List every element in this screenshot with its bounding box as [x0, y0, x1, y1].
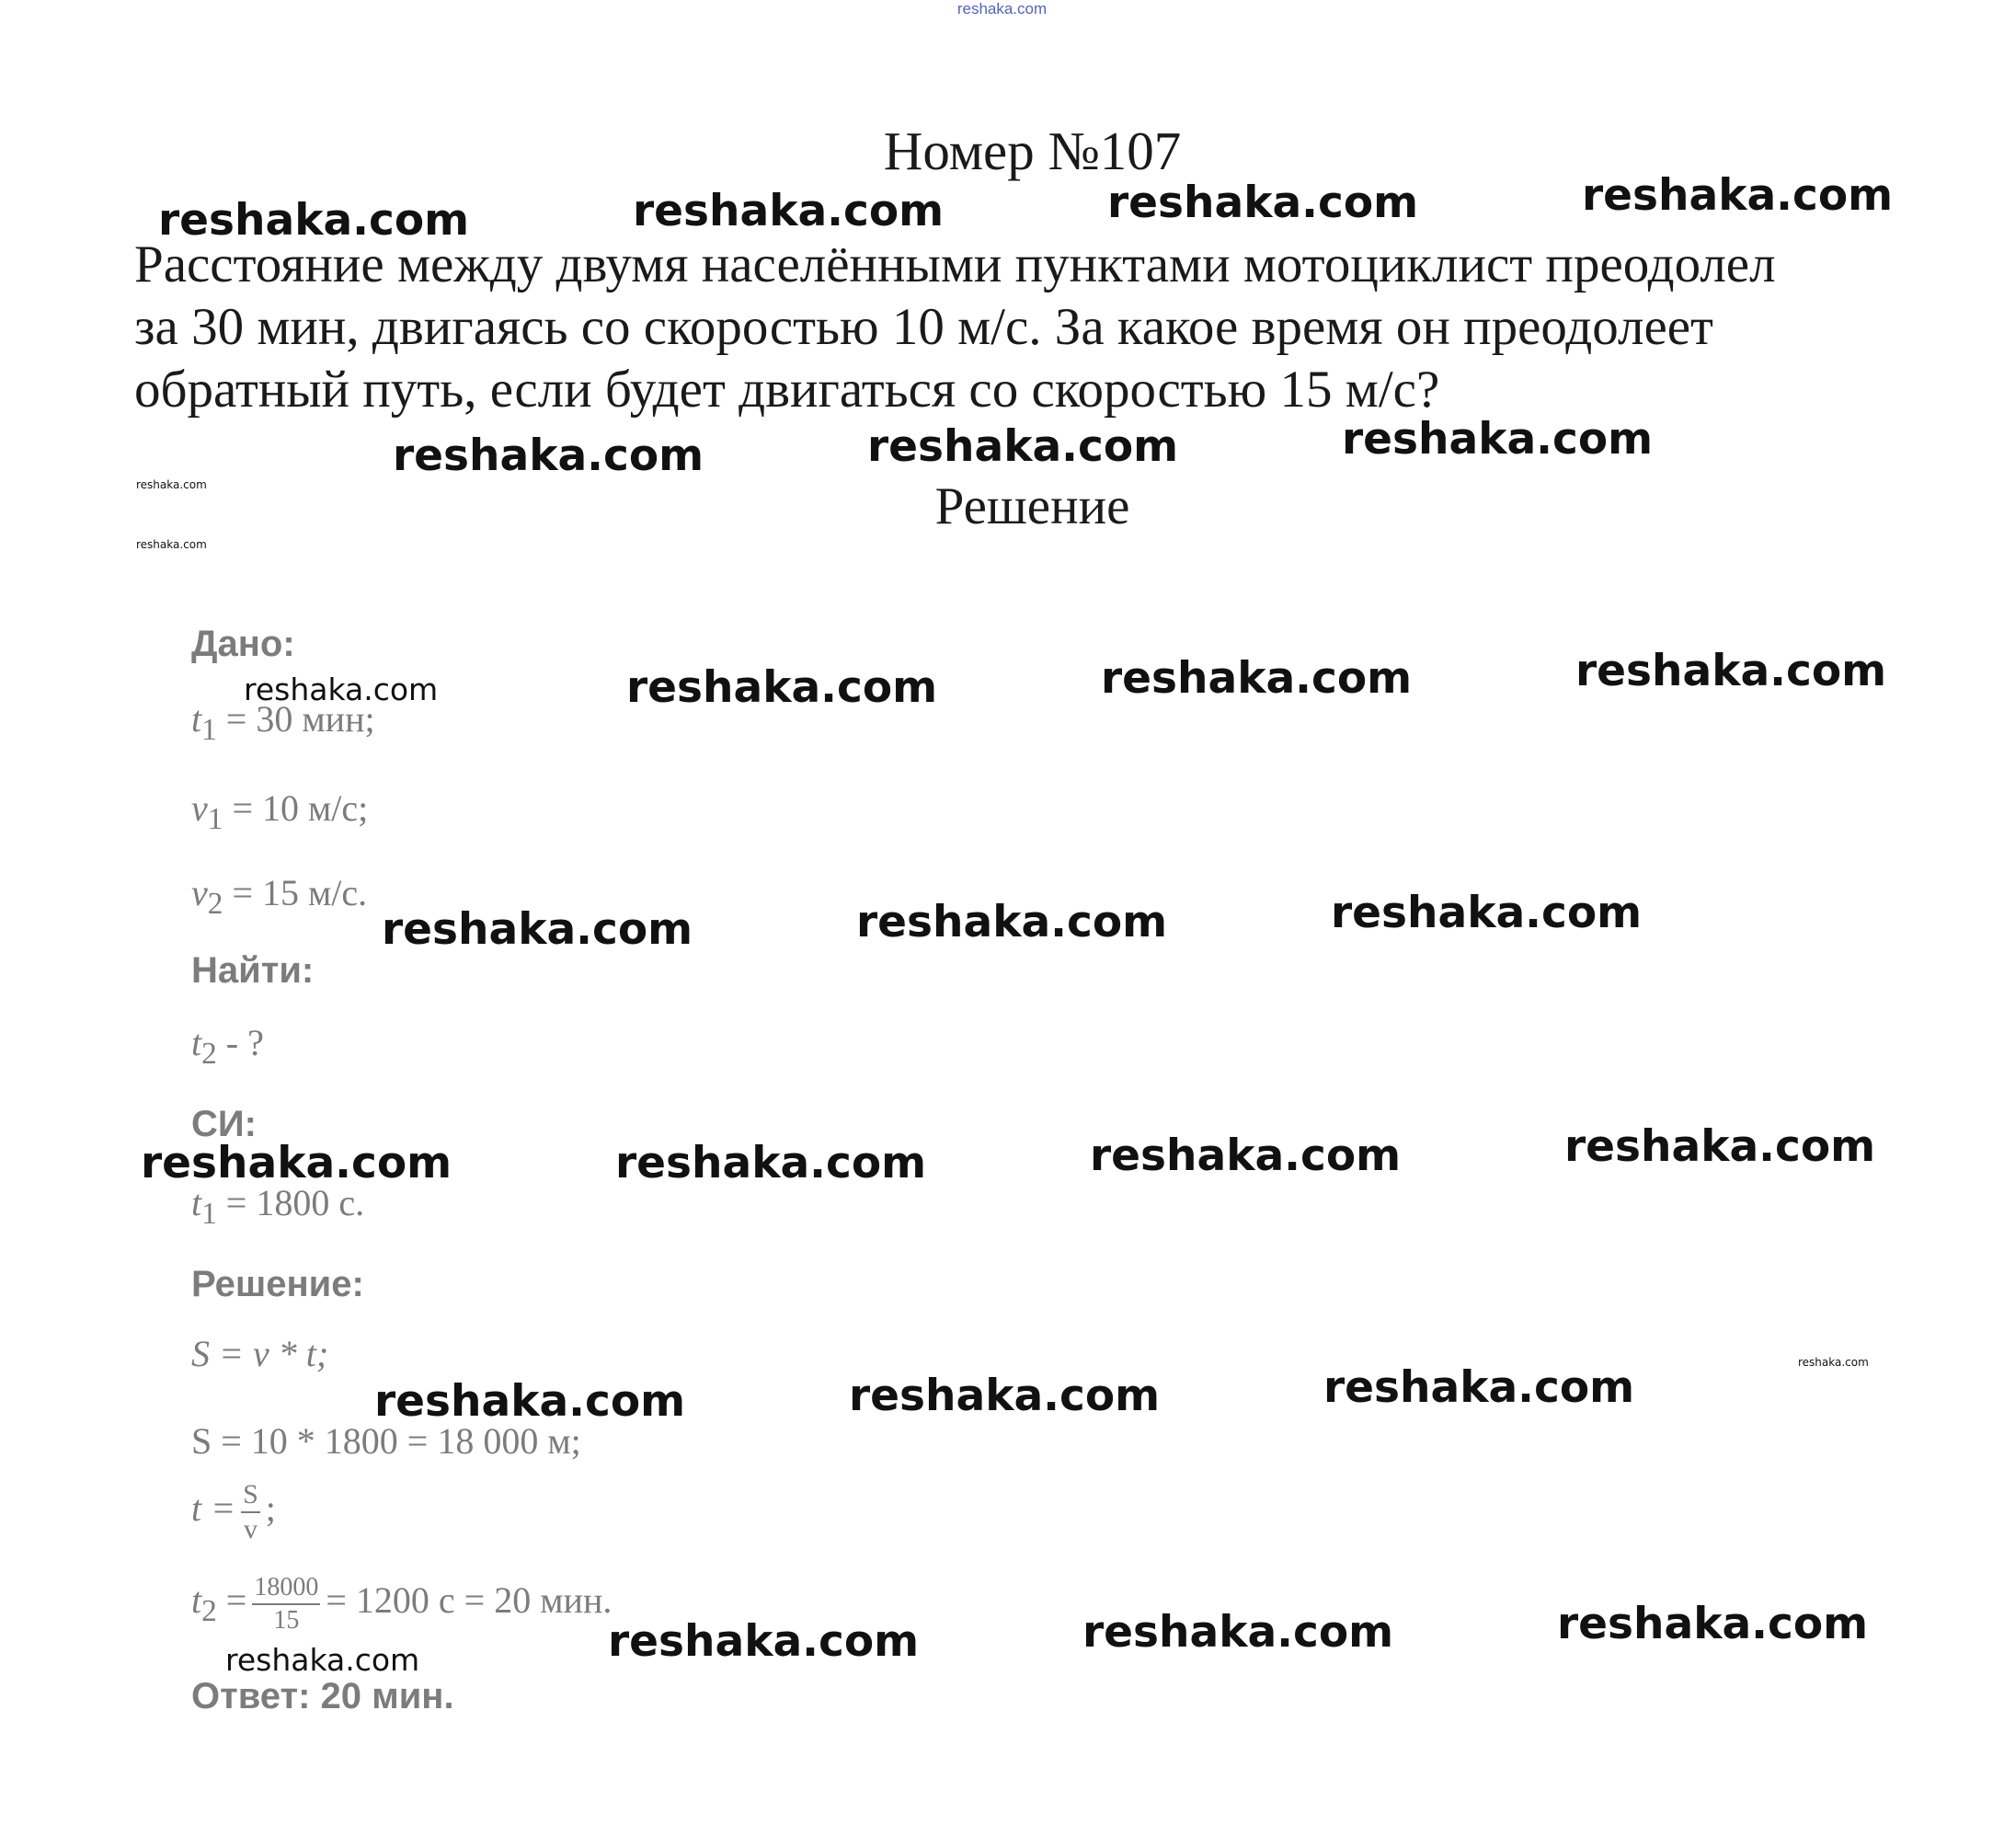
find-t2: $t_2$ - ? [191, 1022, 264, 1071]
solution-heading: Решение [934, 477, 1130, 535]
watermark: reshaka.com [1101, 653, 1413, 704]
watermark: reshaka.com [1575, 646, 1887, 696]
given-v1: $v_1 = 10$ м/с; [191, 787, 369, 836]
watermark-small: reshaka.com [1798, 1356, 1869, 1369]
watermark: reshaka.com [608, 1616, 920, 1667]
formula-4: $t_2$ = $\frac{18000}{15}$ = 1200 с = 20 мин. [191, 1573, 613, 1635]
site-link[interactable]: reshaka.com [956, 0, 1048, 17]
given-v2: $v_2 = 15$ м/с. [191, 872, 368, 921]
watermark: reshaka.com [1107, 178, 1419, 228]
watermark: reshaka.com [856, 897, 1168, 947]
watermark: reshaka.com [393, 430, 704, 481]
watermark: reshaka.com [1557, 1599, 1869, 1649]
watermark: reshaka.com [615, 1138, 927, 1188]
formula-1: S = v * t; [191, 1333, 329, 1374]
watermark: reshaka.com [633, 186, 945, 236]
watermark: reshaka.com [244, 671, 439, 707]
watermark: reshaka.com [382, 904, 693, 955]
si-t1: $t_1 = 1800$ с. [191, 1182, 365, 1231]
watermark: reshaka.com [1082, 1607, 1394, 1658]
watermark: reshaka.com [1342, 414, 1654, 465]
problem-line-3: обратный путь, если будет двигаться со скоростью 15 м/с? [134, 361, 1440, 419]
watermark: reshaka.com [1564, 1121, 1876, 1172]
watermark: reshaka.com [1331, 888, 1643, 938]
watermark: reshaka.com [225, 1642, 420, 1678]
watermark: reshaka.com [626, 662, 938, 713]
watermark: reshaka.com [1582, 170, 1894, 221]
watermark: reshaka.com [374, 1376, 686, 1427]
problem-line-2: за 30 мин, двигаясь со скоростью 10 м/с. За какое время он преодолеет [134, 298, 1713, 356]
watermark: reshaka.com [1090, 1131, 1402, 1181]
answer: Ответ: 20 мин. [191, 1676, 454, 1716]
watermark: reshaka.com [849, 1371, 1161, 1421]
si-label: СИ: [191, 1104, 257, 1144]
watermark: reshaka.com [867, 421, 1179, 472]
watermark: reshaka.com [158, 195, 470, 246]
formula-3: t = $\frac{S}{v}$ ; [191, 1479, 276, 1544]
watermark-small: reshaka.com [136, 538, 207, 551]
watermark-small: reshaka.com [136, 478, 207, 491]
given-label: Дано: [191, 624, 295, 664]
watermark: reshaka.com [1323, 1362, 1635, 1413]
formula-2: S = 10 * 1800 = 18 000 м; [191, 1420, 581, 1462]
given-t1: $t_1 = 30$ мин; [191, 698, 375, 747]
problem-line-1: Расстояние между двумя населёнными пунктами мотоциклист преодолел [134, 235, 1776, 293]
page-title: Номер №107 [883, 121, 1182, 181]
find-label: Найти: [191, 950, 315, 991]
watermark: reshaka.com [141, 1138, 452, 1188]
solution-label: Решение: [191, 1264, 364, 1304]
problem-text [134, 234, 1983, 421]
